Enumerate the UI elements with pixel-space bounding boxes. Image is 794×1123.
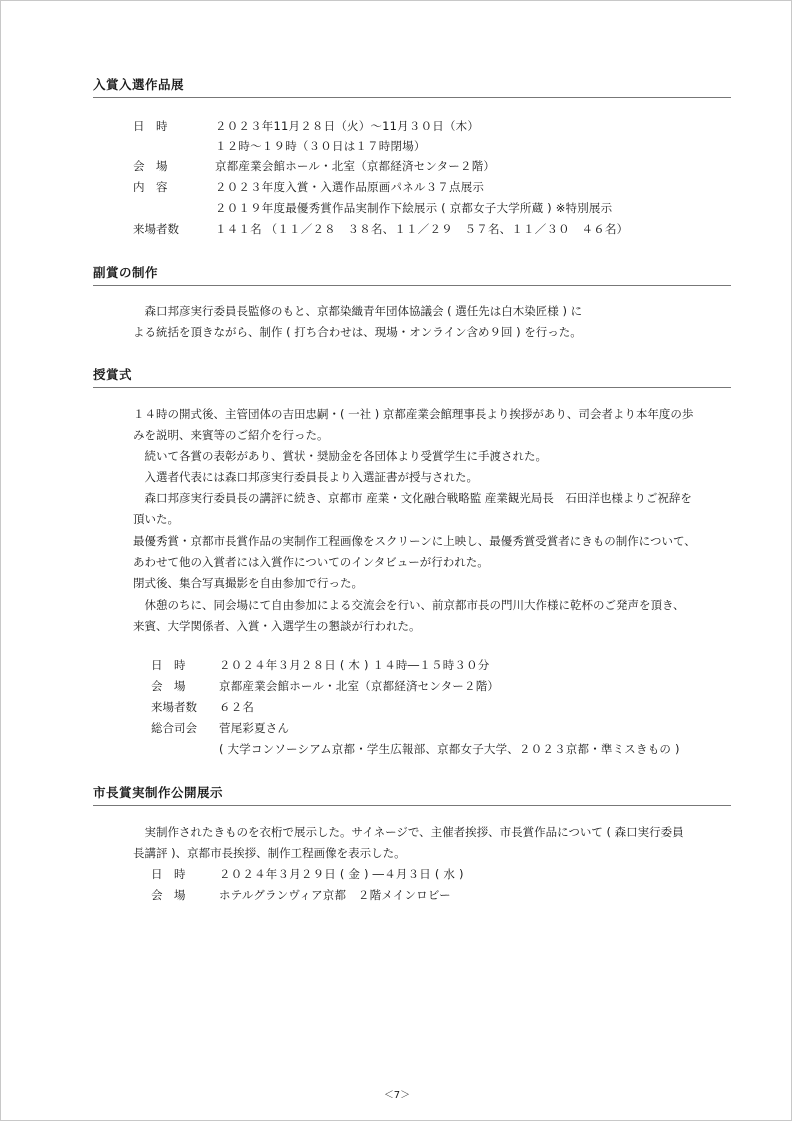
paragraph-line: １４時の開式後、主管団体の吉田忠嗣・( 一社 ) 京都産業会館理事長より挨拶があり、司会者より本年度の歩 (133, 407, 694, 421)
paragraph-line: 頂いた。 (133, 512, 179, 526)
section-rule (93, 97, 731, 98)
paragraph-line: よる統括を頂きながら、制作 ( 打ち合わせは、現場・オンライン含め９回 ) を行った。 (133, 325, 582, 339)
section-title-display: 市長賞実制作公開展示 (93, 785, 224, 800)
row-label: 会 場 (151, 888, 186, 902)
section-title-production: 副賞の制作 (93, 265, 159, 280)
row-value: ２０２３年11月２８日（火）～11月３０日（木） (215, 119, 480, 133)
row-value: 京都産業会館ホール・北室（京都経済センター２階） (215, 159, 496, 173)
paragraph-line: 実制作されたきものを衣桁で展示した。サイネージで、主催者挨拶、市長賞作品について ( 森口実行委員 (133, 825, 684, 839)
row-label: 総合司会 (151, 721, 197, 735)
row-label: 内 容 (133, 180, 168, 194)
paragraph-line: 続いて各賞の表彰があり、賞状・奨励金を各団体より受賞学生に手渡された。 (133, 449, 547, 463)
row-label: 日 時 (133, 119, 168, 133)
paragraph-line: みを説明、来賓等のご紹介を行った。 (133, 428, 329, 442)
paragraph-line: 来賓、大学関係者、入賞・入選学生の懇談が行われた。 (133, 619, 421, 633)
row-label: 会 場 (151, 679, 186, 693)
paragraph-line: 森口邦彦実行委員長監修のもと、京都染織青年団体協議会 ( 選任先は白木染匠様 ) に (133, 304, 583, 318)
row-value: ２０２４年３月２８日 ( 木 ) １４時―１５時３０分 (219, 658, 490, 672)
row-value: ２０２３年度入賞・入選作品原画パネル３７点展示 (215, 180, 485, 194)
row-value: ２０２４年３月２９日 ( 金 ) ―４月３日 ( 水 ) (219, 867, 464, 881)
row-value: 菅尾彩夏さん (219, 721, 290, 735)
section-title-exhibition: 入賞入選作品展 (93, 77, 185, 92)
paragraph-line: あわせて他の入賞者には入賞作についてのインタビューが行われた。 (133, 555, 489, 569)
section-title-ceremony: 授賞式 (93, 367, 133, 382)
page-number: ＜7＞ (383, 1090, 411, 1101)
paragraph-line: 最優秀賞・京都市長賞作品の実制作工程画像をスクリーンに上映し、最優秀賞受賞者にきもの制作について、 (133, 534, 696, 548)
section-rule (93, 285, 731, 286)
row-value: ６２名 (219, 700, 255, 714)
row-value: ２０１９年度最優秀賞作品実制作下絵展示 ( 京都女子大学所蔵 ) ※特別展示 (215, 201, 613, 215)
row-value: １２時～１９時（３０日は１７時閉場） (215, 139, 426, 153)
row-label: 来場者数 (133, 222, 179, 236)
paragraph-line: 森口邦彦実行委員長の講評に続き、京都市 産業・文化融合戦略監 産業観光局長 石田洋也様よりご祝辞を (133, 491, 692, 505)
paragraph-line: 休憩のちに、同会場にて自由参加による交流会を行い、前京都市長の門川大作様に乾杯のご発声を頂き、 (133, 598, 685, 612)
row-label: 日 時 (151, 867, 186, 881)
section-rule (93, 805, 731, 806)
row-value: ( 大学コンソーシアム京都・学生広報部、京都女子大学、２０２３京都・準ミスきもの ) (219, 742, 680, 756)
section-rule (93, 387, 731, 388)
row-label: 日 時 (151, 658, 186, 672)
row-label: 会 場 (133, 159, 168, 173)
paragraph-line: 閉式後、集合写真撮影を自由参加で行った。 (133, 576, 363, 590)
row-value: ホテルグランヴィア京都 ２階メインロビー (219, 888, 451, 902)
row-value: １４１名 （１１／２８ ３８名、１１／２９ ５７名、１１／３０ ４６名） (215, 222, 629, 236)
paragraph-line: 長講評 )、京都市長挨拶、制作工程画像を表示した。 (133, 846, 406, 860)
row-value: 京都産業会館ホール・北室（京都経済センター２階） (219, 679, 500, 693)
row-label: 来場者数 (151, 700, 197, 714)
paragraph-line: 入選者代表には森口邦彦実行委員長より入選証書が授与された。 (133, 470, 478, 484)
